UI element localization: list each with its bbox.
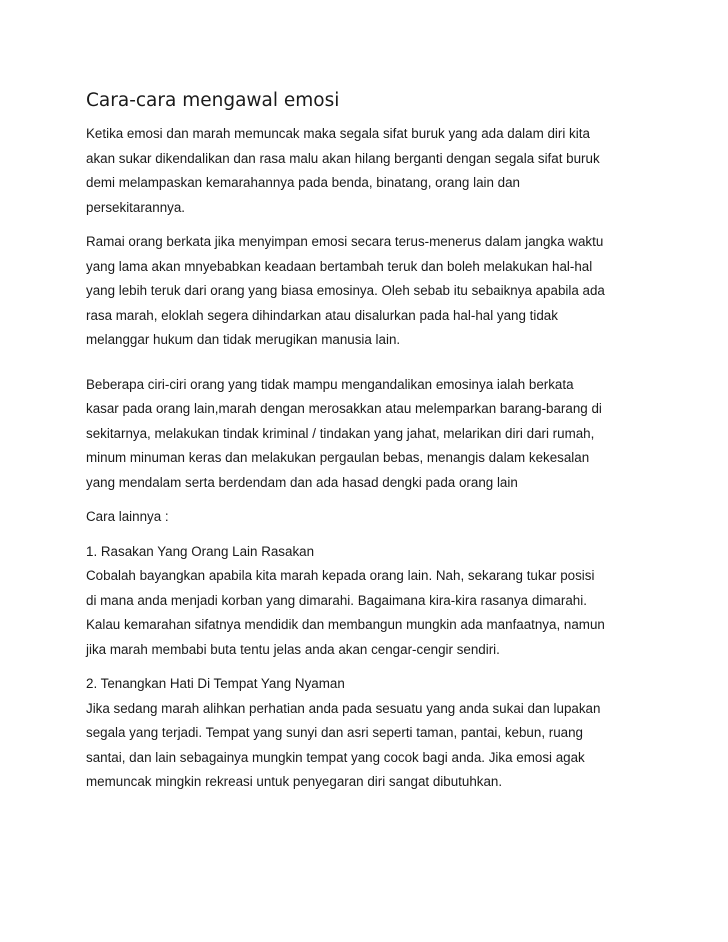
section-line: memuncak mingkin rekreasi untuk penyegaran diri sangat dibutuhkan. <box>86 774 503 789</box>
paragraph-line: Ramai orang berkata jika menyimpan emosi secara terus-menerus dalam jangka waktu <box>86 234 604 249</box>
section-1 <box>86 540 648 663</box>
section-heading: 1. Rasakan Yang Orang Lain Rasakan <box>86 543 315 559</box>
paragraph-1 <box>86 122 648 220</box>
section-line: segala yang terjadi. Tempat yang sunyi dan asri seperti taman, pantai, kebun, ruang <box>86 725 584 740</box>
paragraph-line: Beberapa ciri-ciri orang yang tidak mampu mengandalikan emosinya ialah berkata <box>86 376 574 392</box>
paragraph-line: kasar pada orang lain,marah dengan merosakkan atau melemparkan barang-barang di <box>86 401 602 416</box>
paragraph-line: yang lebih teruk dari orang yang biasa emosinya. Oleh sebab itu sebaiknya apabila ada <box>86 283 605 298</box>
section-line: di mana anda menjadi korban yang dimarahi. Bagaimana kira-kira rasanya dimarahi. <box>86 592 587 608</box>
paragraph-line: Ketika emosi dan marah memuncak maka segala sifat buruk yang ada dalam diri kita <box>86 126 590 141</box>
section-2 <box>86 672 648 795</box>
paragraph-2 <box>86 230 648 353</box>
section-line: santai, dan lain sebagainya mungkin tempat yang cocok bagi anda. Jika emosi agak <box>86 749 585 765</box>
document-title: Cara-cara mengawal emosi <box>86 90 340 111</box>
paragraph-line: persekitarannya. <box>86 199 185 215</box>
paragraph-line: Cara lainnya : <box>86 509 169 524</box>
section-line: jika marah membabi buta tentu jelas anda akan cengar-cengir sendiri. <box>86 641 500 657</box>
section-line: Cobalah bayangkan apabila kita marah kepada orang lain. Nah, sekarang tukar posisi <box>86 568 595 583</box>
section-heading: 2. Tenangkan Hati Di Tempat Yang Nyaman <box>86 676 345 691</box>
paragraph-line: minum minuman keras dan melakukan pergaulan bebas, menangis dalam kekesalan <box>86 450 590 465</box>
document-body <box>86 88 648 805</box>
paragraph-line: yang lama akan mnyebabkan keadaan bertambah teruk dan boleh melakukan hal-hal <box>86 258 593 274</box>
paragraph-line: akan sukar dikendalikan dan rasa malu akan hilang berganti dengan segala sifat buruk <box>86 150 600 166</box>
paragraph-line: sekitarnya, melakukan tindak kriminal / tindakan yang jahat, melarikan diri dari rumah, <box>86 425 595 441</box>
paragraph-line: yang mendalam serta berdendam dan ada hasad dengki pada orang lain <box>86 474 518 490</box>
paragraph-line: melanggar hukum dan tidak merugikan manusia lain. <box>86 332 401 347</box>
paragraph-line: rasa marah, eloklah segera dihindarkan atau disalurkan pada hal-hal yang tidak <box>86 307 558 323</box>
section-line: Jika sedang marah alihkan perhatian anda pada sesuatu yang anda sukai dan lupakan <box>86 700 601 716</box>
paragraph-3 <box>86 373 648 496</box>
section-line: Kalau kemarahan sifatnya mendidik dan membangun mungkin ada manfaatnya, namun <box>86 617 605 632</box>
other-ways-label <box>86 505 648 530</box>
paragraph-line: demi melampaskan kemarahannya pada benda, binatang, orang lain dan <box>86 175 521 190</box>
